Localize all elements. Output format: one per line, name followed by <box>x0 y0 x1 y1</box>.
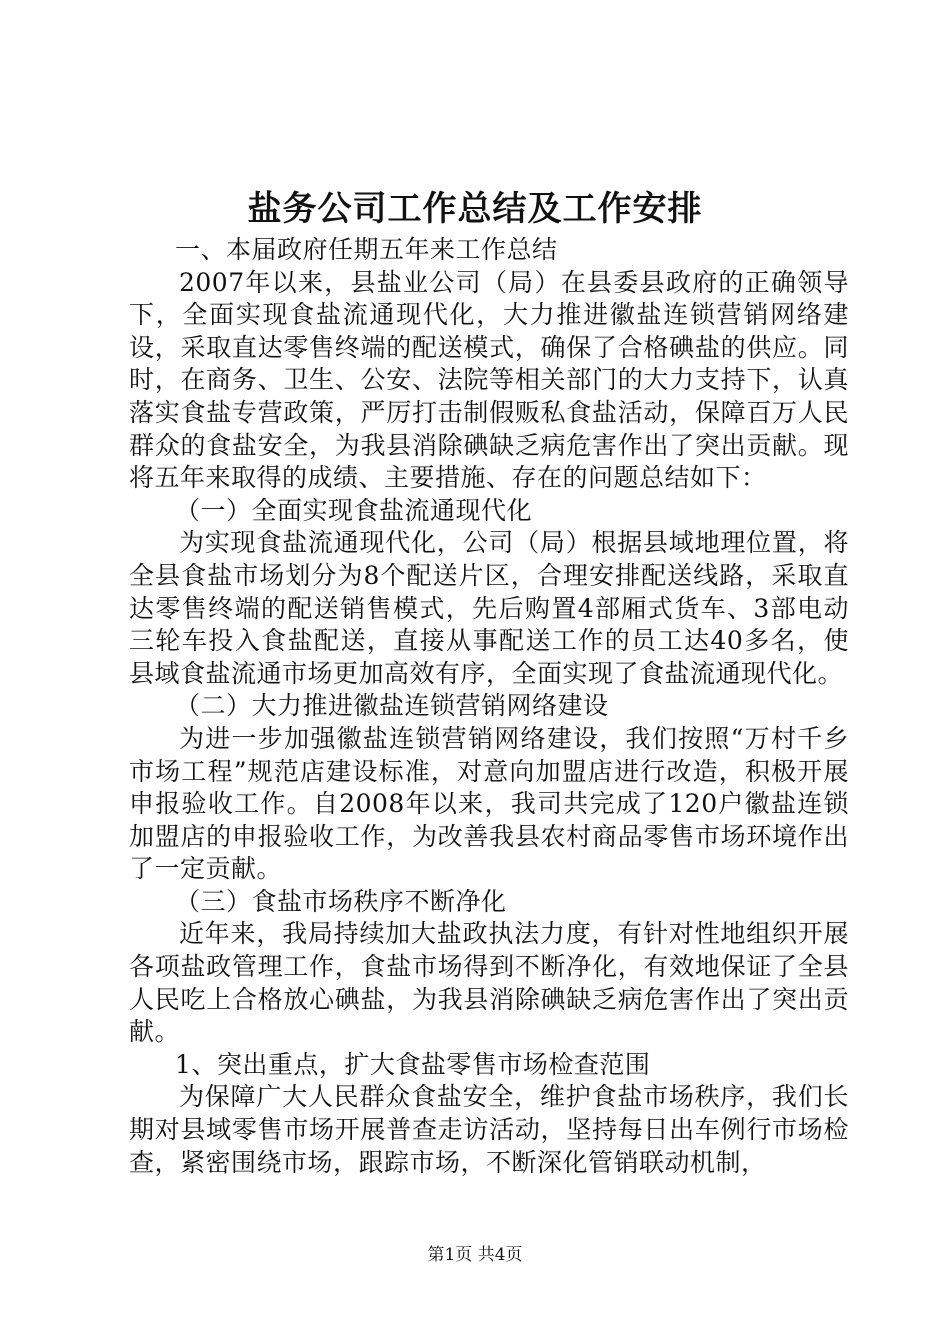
body-paragraph: 2007年以来，县盐业公司（局）在县委县政府的正确领导下，全面实现食盐流通现代化，大力推进徽盐连锁营销网络建设，采取直达零售终端的配送模式，确保了合格碘盐的供应。同时，在商务、卫生、公安、法院等相关部门的大力支持下，认真落实食盐专营政策，严厉打击制假贩私食盐活动，保障百万人民群众的食盐安全，为我县消除碘缺乏病危害作出了突出贡献。现将五年来取得的成绩、主要措施、存在的问题总结如下： <box>129 267 849 493</box>
subsection-heading: （二）大力推进徽盐连锁营销网络建设 <box>175 691 609 721</box>
body-paragraph: 为保障广大人民群众食盐安全，维护食盐市场秩序，我们长期对县域零售市场开展普查走访活动，坚持每日出车例行市场检查，紧密围绕市场，跟踪市场，不断深化管销联动机制， <box>129 1082 849 1177</box>
document-title: 盐务公司工作总结及工作安排 <box>247 189 703 229</box>
body-paragraph: 近年来，我局持续加大盐政执法力度，有针对性地组织开展各项盐政管理工作，食盐市场得到不断净化，有效地保证了全县人民吃上合格放心碘盐，为我县消除碘缺乏病危害作出了突出贡献。 <box>129 919 849 1047</box>
body-paragraph: 为实现食盐流通现代化，公司（局）根据县域地理位置，将全县食盐市场划分为8个配送片区，合理安排配送线路，采取直达零售终端的配送销售模式，先后购置4部厢式货车、3部电动三轮车投入食盐配送，直接从事配送工作的员工达40多名，使县域食盐流通市场更加高效有序，全面实现了食盐流通现代化。 <box>129 528 849 688</box>
body-paragraph: 为进一步加强徽盐连锁营销网络建设，我们按照“万村千乡市场工程”规范店建设标准，对意向加盟店进行改造，积极开展申报验收工作。自2008年以来，我司共完成了120户徽盐连锁加盟店的申报验收工作，为改善我县农村商品零售市场环境作出了一定贡献。 <box>129 723 849 884</box>
section-heading: 一、本届政府任期五年来工作总结 <box>175 235 558 264</box>
subsection-heading: （一）全面实现食盐流通现代化 <box>175 495 533 525</box>
page-number: 第1页 共4页 <box>427 1245 523 1265</box>
document-body <box>129 234 849 1179</box>
item-heading: 1、突出重点，扩大食盐零售市场检查范围 <box>175 1049 651 1079</box>
subsection-heading: （三）食盐市场秩序不断净化 <box>175 886 507 916</box>
